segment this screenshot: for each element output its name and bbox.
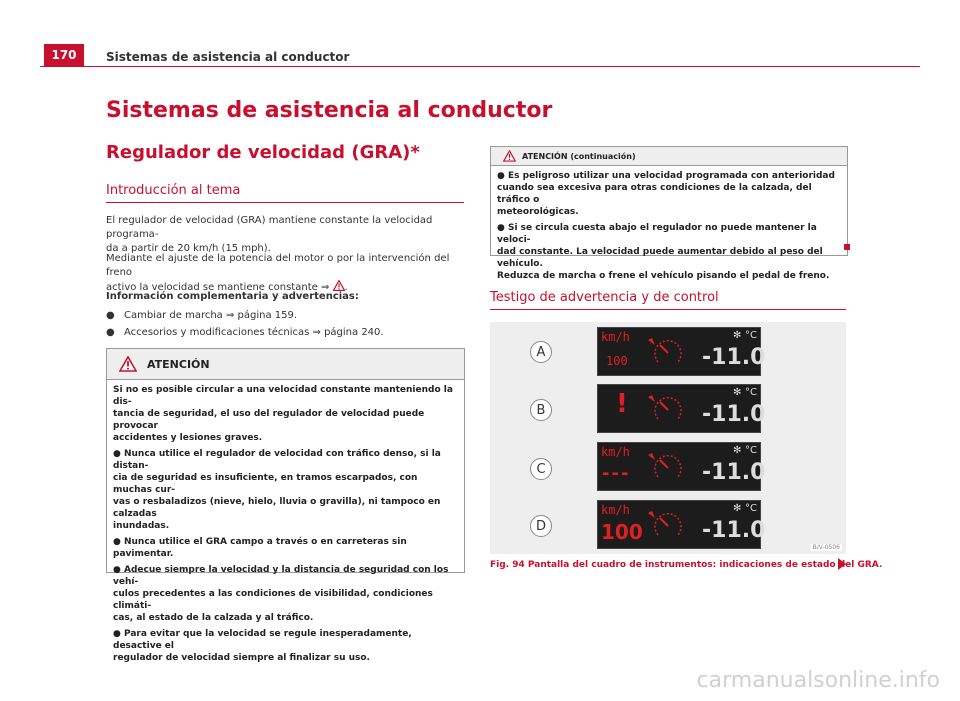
snowflake-icon: ✻ bbox=[733, 503, 742, 514]
info-heading: Información complementaria y advertencias: bbox=[106, 291, 359, 302]
label-d-circle: D bbox=[530, 515, 552, 537]
cruise-control-icon bbox=[646, 393, 686, 423]
warning-line: inundadas. bbox=[113, 521, 170, 531]
warning-line: ● Para evitar que la velocidad se regule inesperadamente, desactive el bbox=[113, 629, 412, 651]
list-item-text: Cambiar de marcha ⇒ página 159. bbox=[124, 310, 298, 321]
temp-unit: °C bbox=[745, 503, 757, 514]
temp-unit: °C bbox=[745, 387, 757, 398]
text-fragment: activo la velocidad se mantiene constante ⇒ bbox=[106, 282, 330, 293]
figure-code: B/V-0506 bbox=[812, 544, 840, 551]
cruise-control-icon bbox=[646, 509, 686, 539]
warning-heading: ATENCIÓN (continuación) bbox=[522, 151, 636, 161]
temperature-value: -11.0 bbox=[702, 402, 766, 427]
header-title: Sistemas de asistencia al conductor bbox=[106, 50, 350, 64]
list-item bbox=[106, 326, 384, 340]
warning-line: ● Es peligroso utilizar una velocidad programada con anterioridad bbox=[497, 171, 835, 181]
warning-triangle-icon bbox=[119, 356, 137, 372]
snowflake-icon: ✻ bbox=[733, 387, 742, 398]
warning-heading: ATENCIÓN bbox=[147, 357, 210, 371]
temperature-value: -11.0 bbox=[702, 518, 766, 543]
bullet-icon: ● bbox=[106, 310, 115, 321]
warning-box bbox=[106, 348, 465, 663]
warning-exclamation: ! bbox=[616, 389, 628, 419]
speed-value: 100 bbox=[606, 354, 628, 368]
warning-line: dad constante. La velocidad puede aumentar debido al peso del vehículo. bbox=[497, 247, 823, 269]
list-item bbox=[106, 309, 297, 323]
warning-line: Reduzca de marcha o frene el vehículo pisando el pedal de freno. bbox=[497, 271, 830, 281]
cruise-control-icon bbox=[646, 336, 686, 366]
right-section-rule bbox=[490, 309, 846, 310]
list-item-text: Accesorios y modificaciones técnicas ⇒ página 240. bbox=[124, 327, 384, 338]
label-c-circle: C bbox=[530, 458, 552, 480]
cruise-control-icon bbox=[646, 451, 686, 481]
warning-body bbox=[491, 166, 847, 286]
speed-unit: km/h bbox=[601, 330, 630, 344]
warning-continuation-box bbox=[490, 146, 848, 281]
main-title: Sistemas de asistencia al conductor bbox=[106, 98, 553, 123]
warning-body bbox=[107, 380, 464, 668]
display-panel-d bbox=[597, 500, 766, 549]
warning-line: cas, al estado de la calzada y al tráfico. bbox=[113, 613, 314, 623]
speed-unit: km/h bbox=[601, 503, 630, 517]
snowflake-icon: ✻ bbox=[733, 330, 742, 341]
warning-line: ● Si se circula cuesta abajo el regulador no puede mantener la veloci- bbox=[497, 223, 817, 245]
subsection-rule bbox=[106, 202, 464, 203]
warning-line: ● Nunca utilice el GRA campo a través o en carreteras sin pavimentar. bbox=[113, 537, 407, 559]
watermark: carmanualsonline.info bbox=[696, 668, 940, 693]
text-fragment: . bbox=[344, 282, 348, 293]
temperature-value: -11.0 bbox=[702, 345, 766, 370]
figure-caption: Fig. 94 Pantalla del cuadro de instrumentos: indicaciones de estado del GRA. bbox=[490, 560, 883, 570]
warning-line: accidentes y lesiones graves. bbox=[113, 433, 263, 443]
temperature-value: -11.0 bbox=[702, 460, 766, 485]
figure bbox=[490, 322, 846, 554]
speed-unit: km/h bbox=[601, 445, 630, 459]
section-title: Regulador de velocidad (GRA)* bbox=[106, 142, 420, 163]
page-number: 170 bbox=[44, 44, 84, 66]
subsection-title: Introducción al tema bbox=[106, 183, 241, 198]
temp-unit: °C bbox=[745, 445, 757, 456]
warning-line: cia de seguridad es insuficiente, en tramos escarpados, con muchas cur- bbox=[113, 473, 418, 495]
warning-line: cuando sea excesiva para otras condiciones de la calzada, del tráfico o bbox=[497, 183, 812, 205]
intro-paragraph-2 bbox=[106, 252, 466, 295]
warning-line: ● Nunca utilice el regulador de velocidad con tráfico denso, si la distan- bbox=[113, 449, 441, 471]
speed-value: --- bbox=[602, 463, 631, 484]
text-line: da a partir de 20 km/h (15 mph). bbox=[106, 243, 271, 254]
text-line: Mediante el ajuste de la potencia del motor o por la intervención del freno bbox=[106, 253, 450, 278]
intro-paragraph-1 bbox=[106, 214, 466, 256]
snowflake-icon: ✻ bbox=[733, 445, 742, 456]
bullet-icon: ● bbox=[106, 327, 115, 338]
text-line: El regulador de velocidad (GRA) mantiene constante la velocidad programa- bbox=[106, 215, 433, 240]
next-page-arrow-icon bbox=[838, 558, 846, 570]
warning-line: culos precedentes a las condiciones de visibilidad, condiciones climáti- bbox=[113, 589, 433, 611]
warning-triangle-icon bbox=[503, 150, 516, 162]
warning-line: regulador de velocidad siempre al finalizar su uso. bbox=[113, 653, 370, 663]
display-panel-c bbox=[597, 442, 766, 491]
warning-line: vas o resbaladizos (nieve, hielo, lluvia o gravilla), ni tampoco en calzadas bbox=[113, 497, 441, 519]
warning-header bbox=[491, 147, 847, 166]
label-b-circle: B bbox=[530, 399, 552, 421]
warning-line: tancia de seguridad, el uso del regulador de velocidad puede provocar bbox=[113, 409, 425, 431]
warning-line: ● Adecue siempre la velocidad y la distancia de seguridad con los vehí- bbox=[113, 565, 449, 587]
display-panel-a bbox=[597, 327, 766, 376]
right-section-title: Testigo de advertencia y de control bbox=[490, 290, 719, 305]
temp-unit: °C bbox=[745, 330, 757, 341]
label-a-circle: A bbox=[530, 341, 552, 363]
warning-line: meteorológicas. bbox=[497, 207, 579, 217]
warning-line: Si no es posible circular a una velocidad constante manteniendo la dis- bbox=[113, 385, 453, 407]
display-panel-b bbox=[597, 384, 766, 433]
speed-value: 100 bbox=[601, 520, 643, 544]
warning-header bbox=[107, 349, 464, 380]
section-end-marker bbox=[844, 244, 850, 250]
